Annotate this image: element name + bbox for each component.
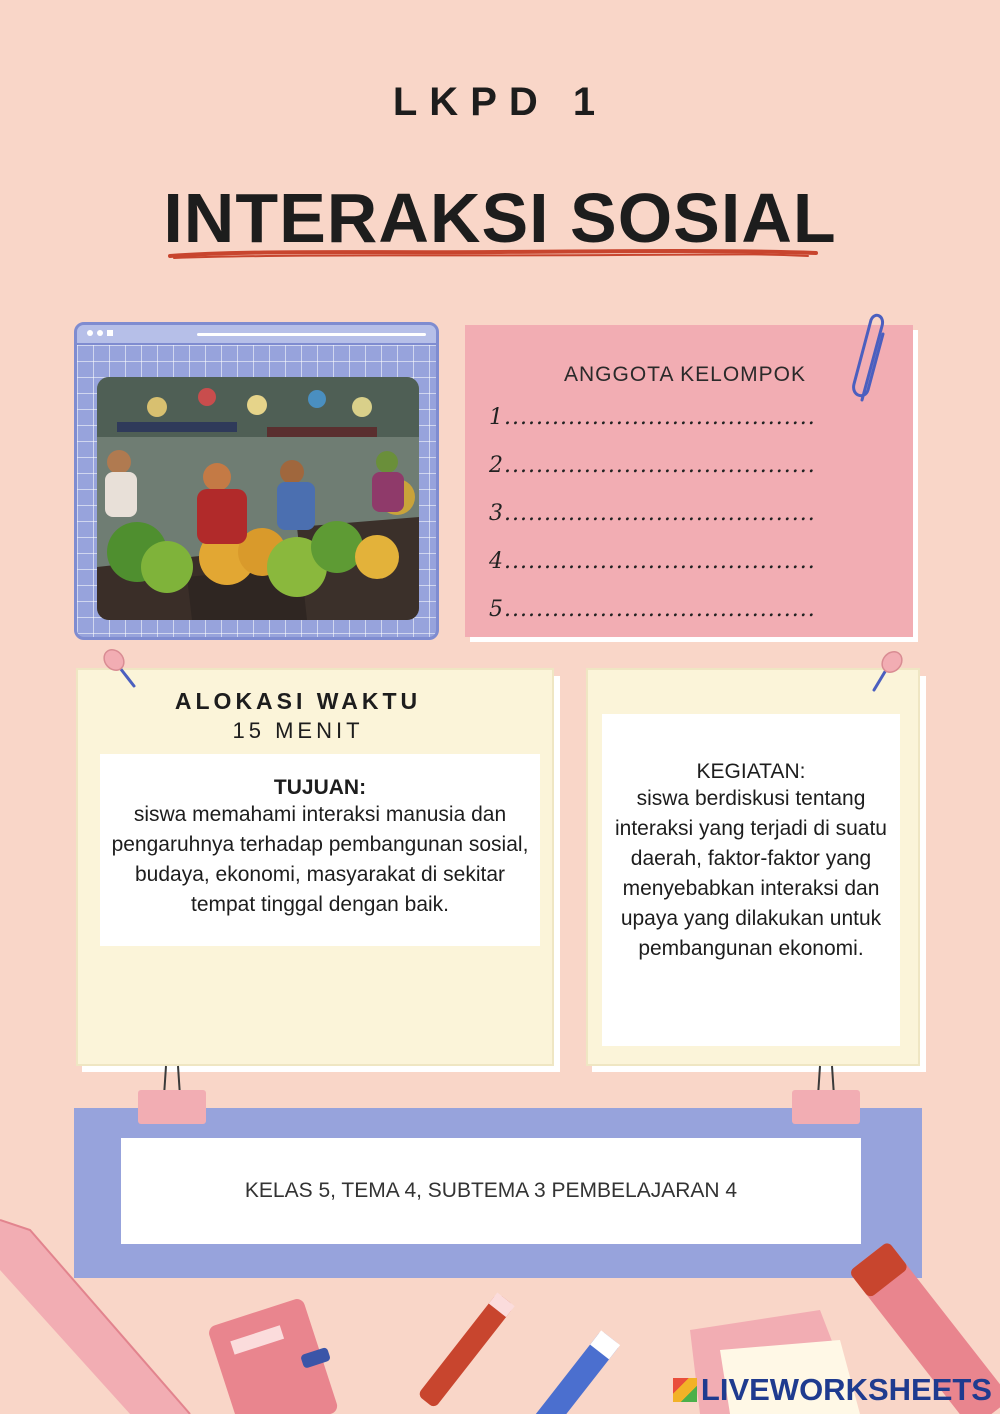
pushpin-icon [866, 646, 908, 694]
activity-text: siswa berdiskusi tentang interaksi yang terjadi di suatu daerah, faktor-faktor yang menyebabkan interaksi dan upaya yang dilakukan untuk pembangunan ekonomi. [615, 787, 887, 960]
class-info: KELAS 5, TEMA 4, SUBTEMA 3 PEMBELAJARAN 4 [244, 1179, 738, 1202]
watermark [673, 1372, 992, 1408]
binder-clip-tab [138, 1090, 206, 1124]
floating-market-photo [97, 377, 419, 620]
pen-icon [417, 1293, 514, 1409]
goal-card [76, 668, 554, 1066]
member-field-5[interactable]: 5....................................... [489, 597, 816, 622]
pencil-icon [533, 1330, 620, 1414]
binder-clip-tab [792, 1090, 860, 1124]
watermark-text: LIVEWORKSHEETS [700, 1372, 992, 1407]
ruler-icon [0, 1220, 190, 1414]
activity-label: KEGIATAN: [696, 760, 806, 783]
members-card [465, 325, 913, 637]
worksheet-label: LKPD 1 [392, 80, 608, 124]
time-value: 15 MENIT [232, 718, 364, 743]
page-title: INTERAKSI SOSIAL [163, 179, 837, 257]
member-field-4[interactable]: 4....................................... [489, 549, 816, 574]
time-label: ALOKASI WAKTU [174, 688, 422, 714]
goal-box [100, 754, 540, 946]
liveworksheets-logo-icon [673, 1378, 697, 1402]
pushpin-icon [100, 646, 140, 690]
members-title: ANGGOTA KELOMPOK [564, 363, 806, 386]
activity-box [602, 714, 900, 1046]
notebook-icon [207, 1295, 347, 1414]
goal-text: siswa memahami interaksi manusia dan pengaruhnya terhadap pembangunan sosial, budaya, ekonomi, masyarakat di sekitar tempat tinggal dengan baik. [111, 803, 529, 916]
photo-frame [74, 322, 439, 640]
member-field-1[interactable]: 1....................................... [489, 405, 816, 430]
activity-card [586, 668, 920, 1066]
member-field-3[interactable]: 3....................................... [489, 501, 816, 526]
title-underline [168, 244, 818, 262]
member-field-2[interactable]: 2....................................... [489, 453, 816, 478]
paperclip-icon [848, 312, 896, 410]
goal-label: TUJUAN: [273, 776, 367, 799]
browser-bar [77, 325, 436, 345]
